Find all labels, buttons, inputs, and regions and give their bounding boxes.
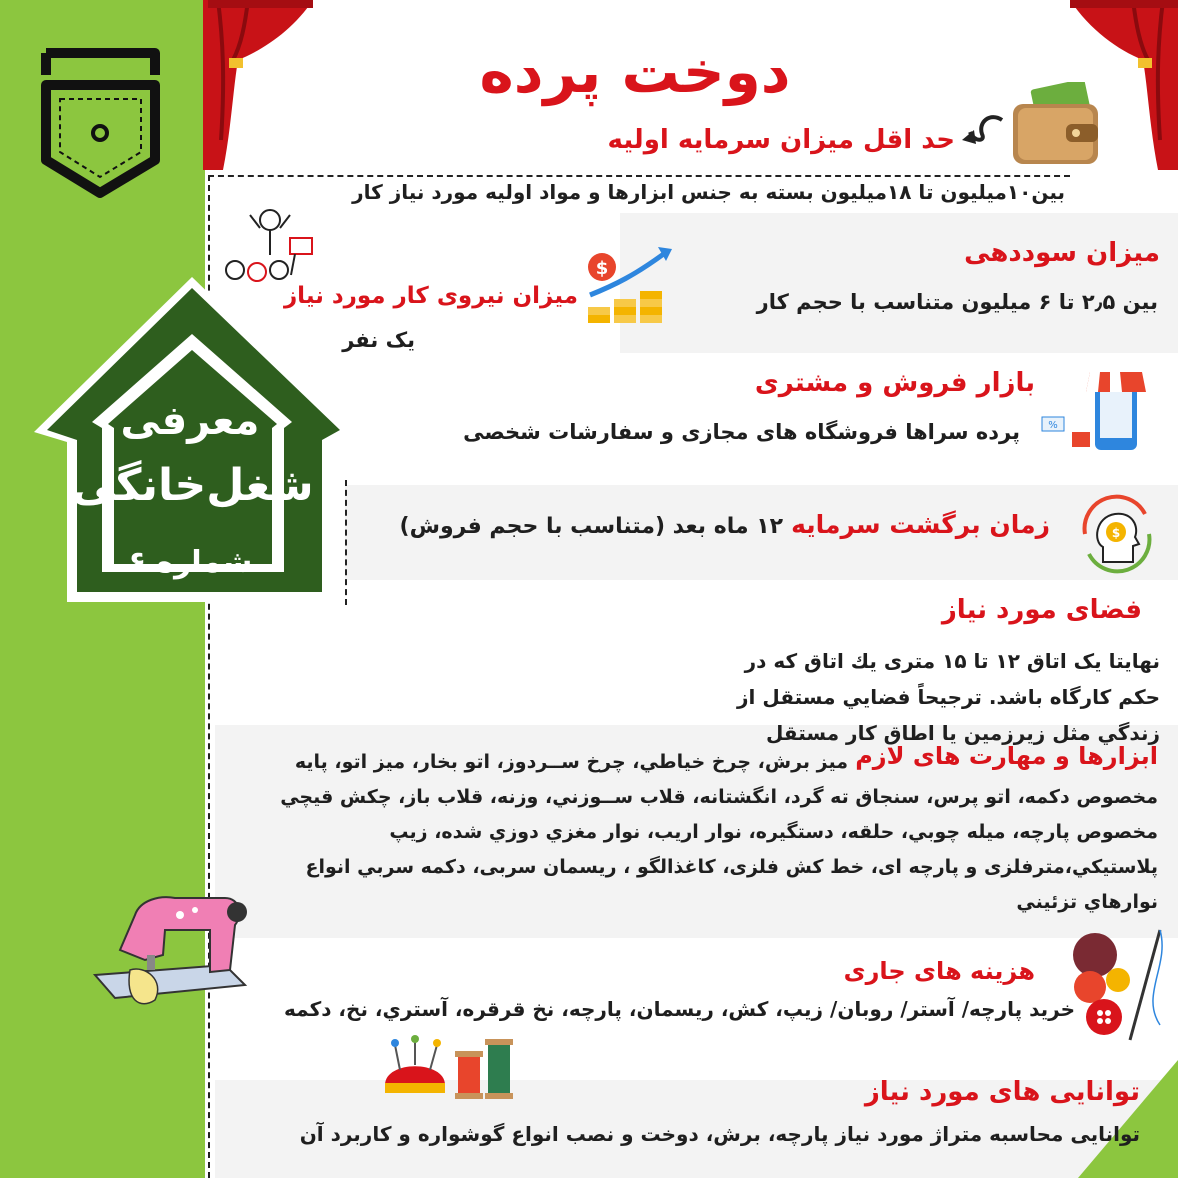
panel-profit (620, 213, 1178, 353)
costs-heading: هزینه های جاری (843, 957, 1035, 985)
page-title: دوخت پرده (479, 38, 791, 106)
tools-text: میز برش، چرخ خیاطي، چرخ ســردوز، اتو بخار، میز اتو، پایه مخصوص دكمه، اتو پرس، سنجاق ته گرد، انگشتانه، قلاب ســوزني، وزنه، قلاب باز، چکش قیچي مخصوص پارچه، میله چوبي، حلقه، دستگیره، نوار اریب، نوار مغزي دوزي شده، زیپ پلاستیکي،مترفلزی و پارچه ای، خط کش فلزی، کاغذالگو ، ریسمان سربی، دکمه سربي انواع نوارهاي تزئیني (280, 751, 1158, 913)
buttons-needle-icon (1060, 925, 1175, 1045)
pincushion-spools-icon (380, 1035, 520, 1100)
curtain-left-icon (203, 0, 313, 170)
profit-heading: میزان سوددهی (964, 238, 1160, 268)
svg-text:$: $ (1111, 526, 1121, 540)
sewing-machine-icon (85, 860, 255, 1020)
profit-text: بین ۲٫۵ تا ۶ میلیون متناسب با حجم کار (756, 290, 1158, 314)
dashed-guide-top (208, 175, 1070, 177)
costs-text: خرید پارچه/ آستر/ روبان/ زیپ، کش، ریسمان، پارچه، نخ قرقره، آستري، نخ، دکمه (284, 997, 1075, 1021)
pocket-logo-icon (38, 45, 163, 200)
abilities-heading: توانایی های مورد نیاز (864, 1077, 1140, 1107)
space-heading: فضای مورد نیاز (941, 595, 1142, 625)
badge-line-3: شماره ۶ (127, 545, 253, 580)
capital-text: بین۱۰میلیون تا ۱۸میلیون بسته به جنس ابزارها و مواد اولیه مورد نیاز کار (352, 180, 1065, 204)
return-line (350, 510, 1050, 539)
badge-line-1: معرفی (120, 398, 260, 444)
svg-text:$: $ (595, 258, 609, 279)
head-coin-icon (1075, 492, 1160, 577)
svg-text:%: % (1048, 420, 1058, 431)
return-text: ۱۲ ماه بعد (متناسب با حجم فروش) (399, 514, 784, 539)
return-heading: زمان برگشت سرمایه (791, 510, 1050, 539)
market-heading: بازار فروش و مشتری (754, 368, 1035, 398)
market-text: پرده سراها فروشگاه های مجازی و سفارشات شخصی (463, 420, 1020, 444)
badge-line-2: شغل‌خانگی (71, 460, 314, 511)
workforce-text: یک نفر (342, 328, 415, 352)
coins-growth-icon (580, 245, 675, 340)
phone-shop-icon (1040, 362, 1160, 457)
abilities-text: توانایی محاسبه متراژ مورد نیاز پارچه، برش، دوخت و نصب انواع گوشواره و کاربرد آن (299, 1122, 1140, 1146)
arrow-curl-icon (960, 112, 1005, 152)
wallet-icon (1008, 82, 1103, 167)
workforce-heading: میزان نیروی کار مورد نیاز (283, 283, 578, 309)
capital-heading: حد اقل میزان سرمایه اولیه (607, 125, 955, 155)
space-text: نهایتا یک اتاق ۱۲ تا ۱۵ متری يك اتاق که در حکم کارگاه باشد. ترجیحاً فضايي مستقل از زندگي مثل زيرزمين يا اطاق كار مستقل (737, 649, 1160, 745)
tools-heading: ابزارها و مهارت های لازم (855, 742, 1158, 770)
people-icon (215, 200, 330, 295)
